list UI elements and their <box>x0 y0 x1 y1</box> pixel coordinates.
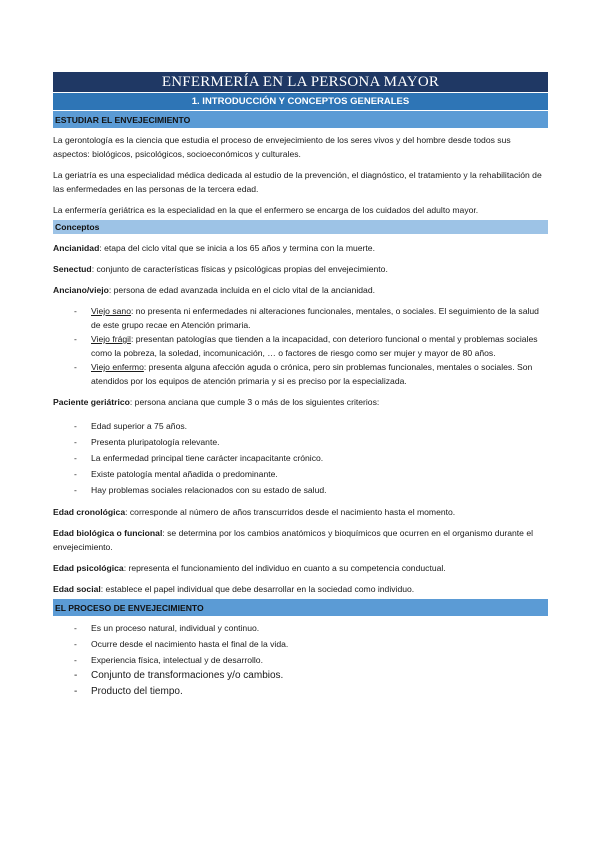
list-item: - Producto del tiempo. <box>74 686 183 697</box>
definition-edad-psicologica: Edad psicológica: representa el funcionamiento del individuo en cuanto a su competencia conductual. <box>53 563 446 573</box>
list-item: - Presenta pluripatología relevante. <box>74 437 220 447</box>
list-item: - Edad superior a 75 años. <box>74 421 188 431</box>
definition-ancianidad: Ancianidad: etapa del ciclo vital que se inicia a los 65 años y termina con la muerte. <box>53 243 375 253</box>
list-item: - La enfermedad principal tiene carácter incapacitante crónico. <box>74 453 324 463</box>
definition-edad-social: Edad social: establece el papel individual que debe desarrollar en la sociedad como individuo. <box>53 584 415 594</box>
list-item: - Viejo enfermo: presenta alguna afección aguda o crónica, pero sin problemas funcionales, mentales o sociales. Son atendidos por los equipos de atención primaria y si es preciso por la especializada. <box>74 362 533 386</box>
section-heading-conceptos: Conceptos <box>53 220 548 234</box>
document-title: ENFERMERÍA EN LA PERSONA MAYOR <box>53 72 548 92</box>
list-item: - Experiencia física, intelectual y de desarrollo. <box>74 655 263 665</box>
proceso-list-large <box>53 668 548 700</box>
list-item: - Viejo frágil: presentan patologías que tienden a la incapacidad, con deterioro funcional o mental y problemas sociales como la pobreza, la soledad, incomunicación, … o factores de riesgo como ser mujer y mayor de 80 años. <box>74 334 538 358</box>
viejo-types-list <box>53 304 548 388</box>
list-item: - Ocurre desde el nacimiento hasta el final de la vida. <box>74 639 289 649</box>
list-item: - Conjunto de transformaciones y/o cambios. <box>74 670 284 681</box>
definition-edad-biologica: Edad biológica o funcional: se determina por los cambios anatómicos y bioquímicos que ocurren en el organismo durante el envejecimiento. <box>53 528 534 552</box>
proceso-list <box>53 620 548 668</box>
section-heading-estudiar: ESTUDIAR EL ENVEJECIMIENTO <box>53 111 548 128</box>
chapter-heading: 1. INTRODUCCIÓN Y CONCEPTOS GENERALES <box>53 93 548 110</box>
document-page <box>53 72 548 700</box>
list-item: - Existe patología mental añadida o predominante. <box>74 469 278 479</box>
list-item: - Hay problemas sociales relacionados con su estado de salud. <box>74 485 327 495</box>
paragraph-enfermeria-geriatrica: La enfermería geriátrica es la especialidad en la que el enfermero se encarga de los cuidados del adulto mayor. <box>53 205 479 215</box>
list-item: - Viejo sano: no presenta ni enfermedades ni alteraciones funcionales, mentales, o sociales. El seguimiento de la salud de este grupo recae en Atención primaria. <box>74 306 539 330</box>
criterios-list <box>53 418 548 498</box>
paragraph-geriatria: La geriatría es una especialidad médica dedicada al estudio de la prevención, el diagnóstico, el tratamiento y la rehabilitación de las enfermedades en las personas de la tercera edad. <box>53 170 542 194</box>
definition-senectud: Senectud: conjunto de características físicas y psicológicas propias del envejecimiento. <box>53 264 388 274</box>
definition-paciente-geriatrico: Paciente geriátrico: persona anciana que cumple 3 o más de los siguientes criterios: <box>53 397 380 407</box>
section-heading-proceso: EL PROCESO DE ENVEJECIMIENTO <box>53 599 548 616</box>
definition-edad-cronologica: Edad cronológica: corresponde al número de años transcurridos desde el nacimiento hasta el momento. <box>53 507 456 517</box>
definition-anciano: Anciano/viejo: persona de edad avanzada incluida en el ciclo vital de la ancianidad. <box>53 285 375 295</box>
list-item: - Es un proceso natural, individual y continuo. <box>74 623 260 633</box>
paragraph-gerontologia: La gerontología es la ciencia que estudia el proceso de envejecimiento de los seres vivos y del hombre desde todos sus aspectos: biológicos, psicológicos, socioeconómicos y culturales. <box>53 135 511 159</box>
